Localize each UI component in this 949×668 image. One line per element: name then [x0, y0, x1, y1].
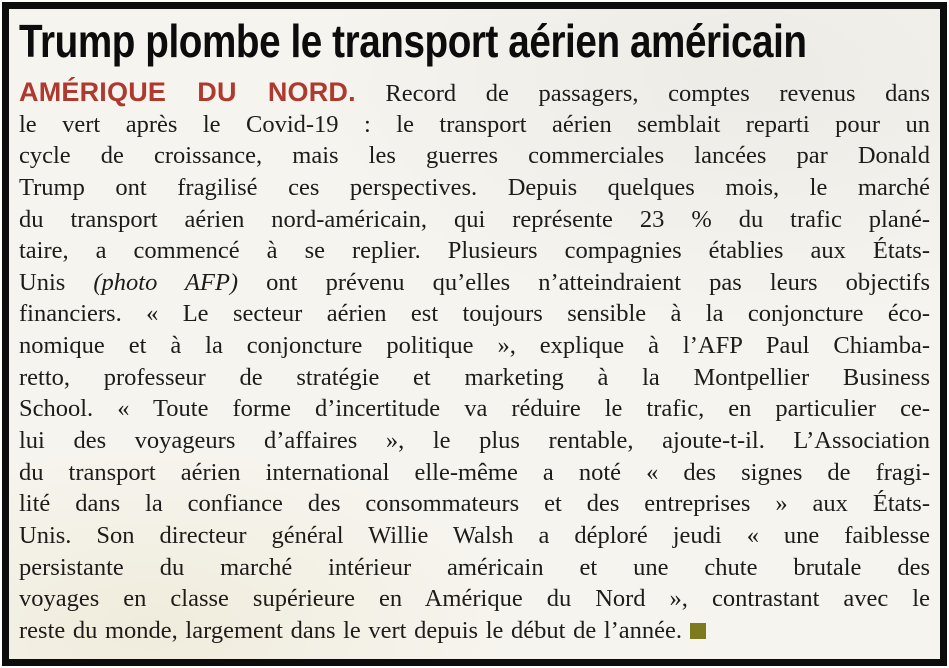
- clipping-frame: [2, 2, 947, 666]
- body-line: [19, 552, 930, 584]
- body-line: [19, 109, 930, 141]
- body-text-segment: retto, professeur de stratégie et marketing à la Montpellier Business: [19, 363, 930, 391]
- body-text-segment: du transport aérien nord-américain, qui représente 23 % du trafic plané-: [19, 205, 930, 233]
- body-line: [19, 457, 930, 489]
- body-text-segment: cycle de croissance, mais les guerres commerciales lancées par Donald: [19, 142, 930, 170]
- body-line: [19, 393, 930, 425]
- body-text-segment: Record de passagers, comptes revenus dans: [355, 80, 931, 107]
- body-text-segment: financiers. « Le secteur aérien est toujours sensible à la conjoncture éco-: [19, 300, 930, 328]
- body-text-segment: nomique et à la conjoncture politique », explique à l’AFP Paul Chiamba-: [19, 332, 930, 360]
- section-kicker: AMÉRIQUE DU NORD.: [19, 77, 356, 107]
- body-line: [19, 235, 930, 267]
- body-text-segment: lui des voyageurs d’affaires », le plus rentable, ajoute-t-il. L’Association: [19, 427, 930, 455]
- article-content: [9, 9, 940, 659]
- body-text-segment: School. « Toute forme d’incertitude va réduire le trafic, en particulier ce-: [19, 395, 930, 423]
- body-line: [19, 140, 930, 172]
- body-text-segment: Trump ont fragilisé ces perspectives. Depuis quelques mois, le marché: [19, 173, 930, 201]
- body-text-segment: le vert après le Covid-19 : le transport aérien semblait reparti pour un: [19, 110, 930, 138]
- end-of-article-marker: [690, 623, 706, 639]
- body-text-segment: Unis. Son directeur général Willie Walsh a déploré jeudi « une faiblesse: [19, 521, 930, 549]
- body-text-segment: du transport aérien international elle-même a noté « des signes de fragi-: [19, 458, 930, 486]
- body-line: [19, 298, 930, 330]
- body-line: [19, 172, 930, 204]
- body-line: [19, 362, 930, 394]
- body-text-segment: persistante du marché intérieur américain et une chute brutale des: [19, 553, 930, 581]
- body-line: [19, 330, 930, 362]
- body-line: [19, 520, 930, 552]
- body-line: [19, 583, 930, 615]
- body-text-segment: reste du monde, largement dans le vert depuis le début de l’année.: [19, 616, 683, 644]
- article-headline: Trump plombe le transport aérien américain: [19, 15, 807, 67]
- body-line: [19, 204, 930, 236]
- body-line: [19, 77, 930, 109]
- body-text-segment: taire, a commencé à se replier. Plusieurs compagnies établies aux États-: [19, 237, 930, 265]
- body-line: [19, 615, 930, 647]
- body-text-segment: voyages en classe supérieure en Amérique du Nord », contrastant avec le: [19, 585, 930, 613]
- article-body: [19, 77, 930, 647]
- body-line: [19, 488, 930, 520]
- body-line: [19, 425, 930, 457]
- body-text-segment: Unis: [19, 268, 94, 296]
- body-line: [19, 267, 930, 299]
- body-text-segment: ont prévenu qu’elles n’atteindraient pas leurs objectifs: [238, 268, 930, 296]
- photo-credit-italic: (photo AFP): [93, 268, 239, 296]
- body-text-segment: lité dans la confiance des consommateurs et des entreprises » aux États-: [19, 490, 930, 518]
